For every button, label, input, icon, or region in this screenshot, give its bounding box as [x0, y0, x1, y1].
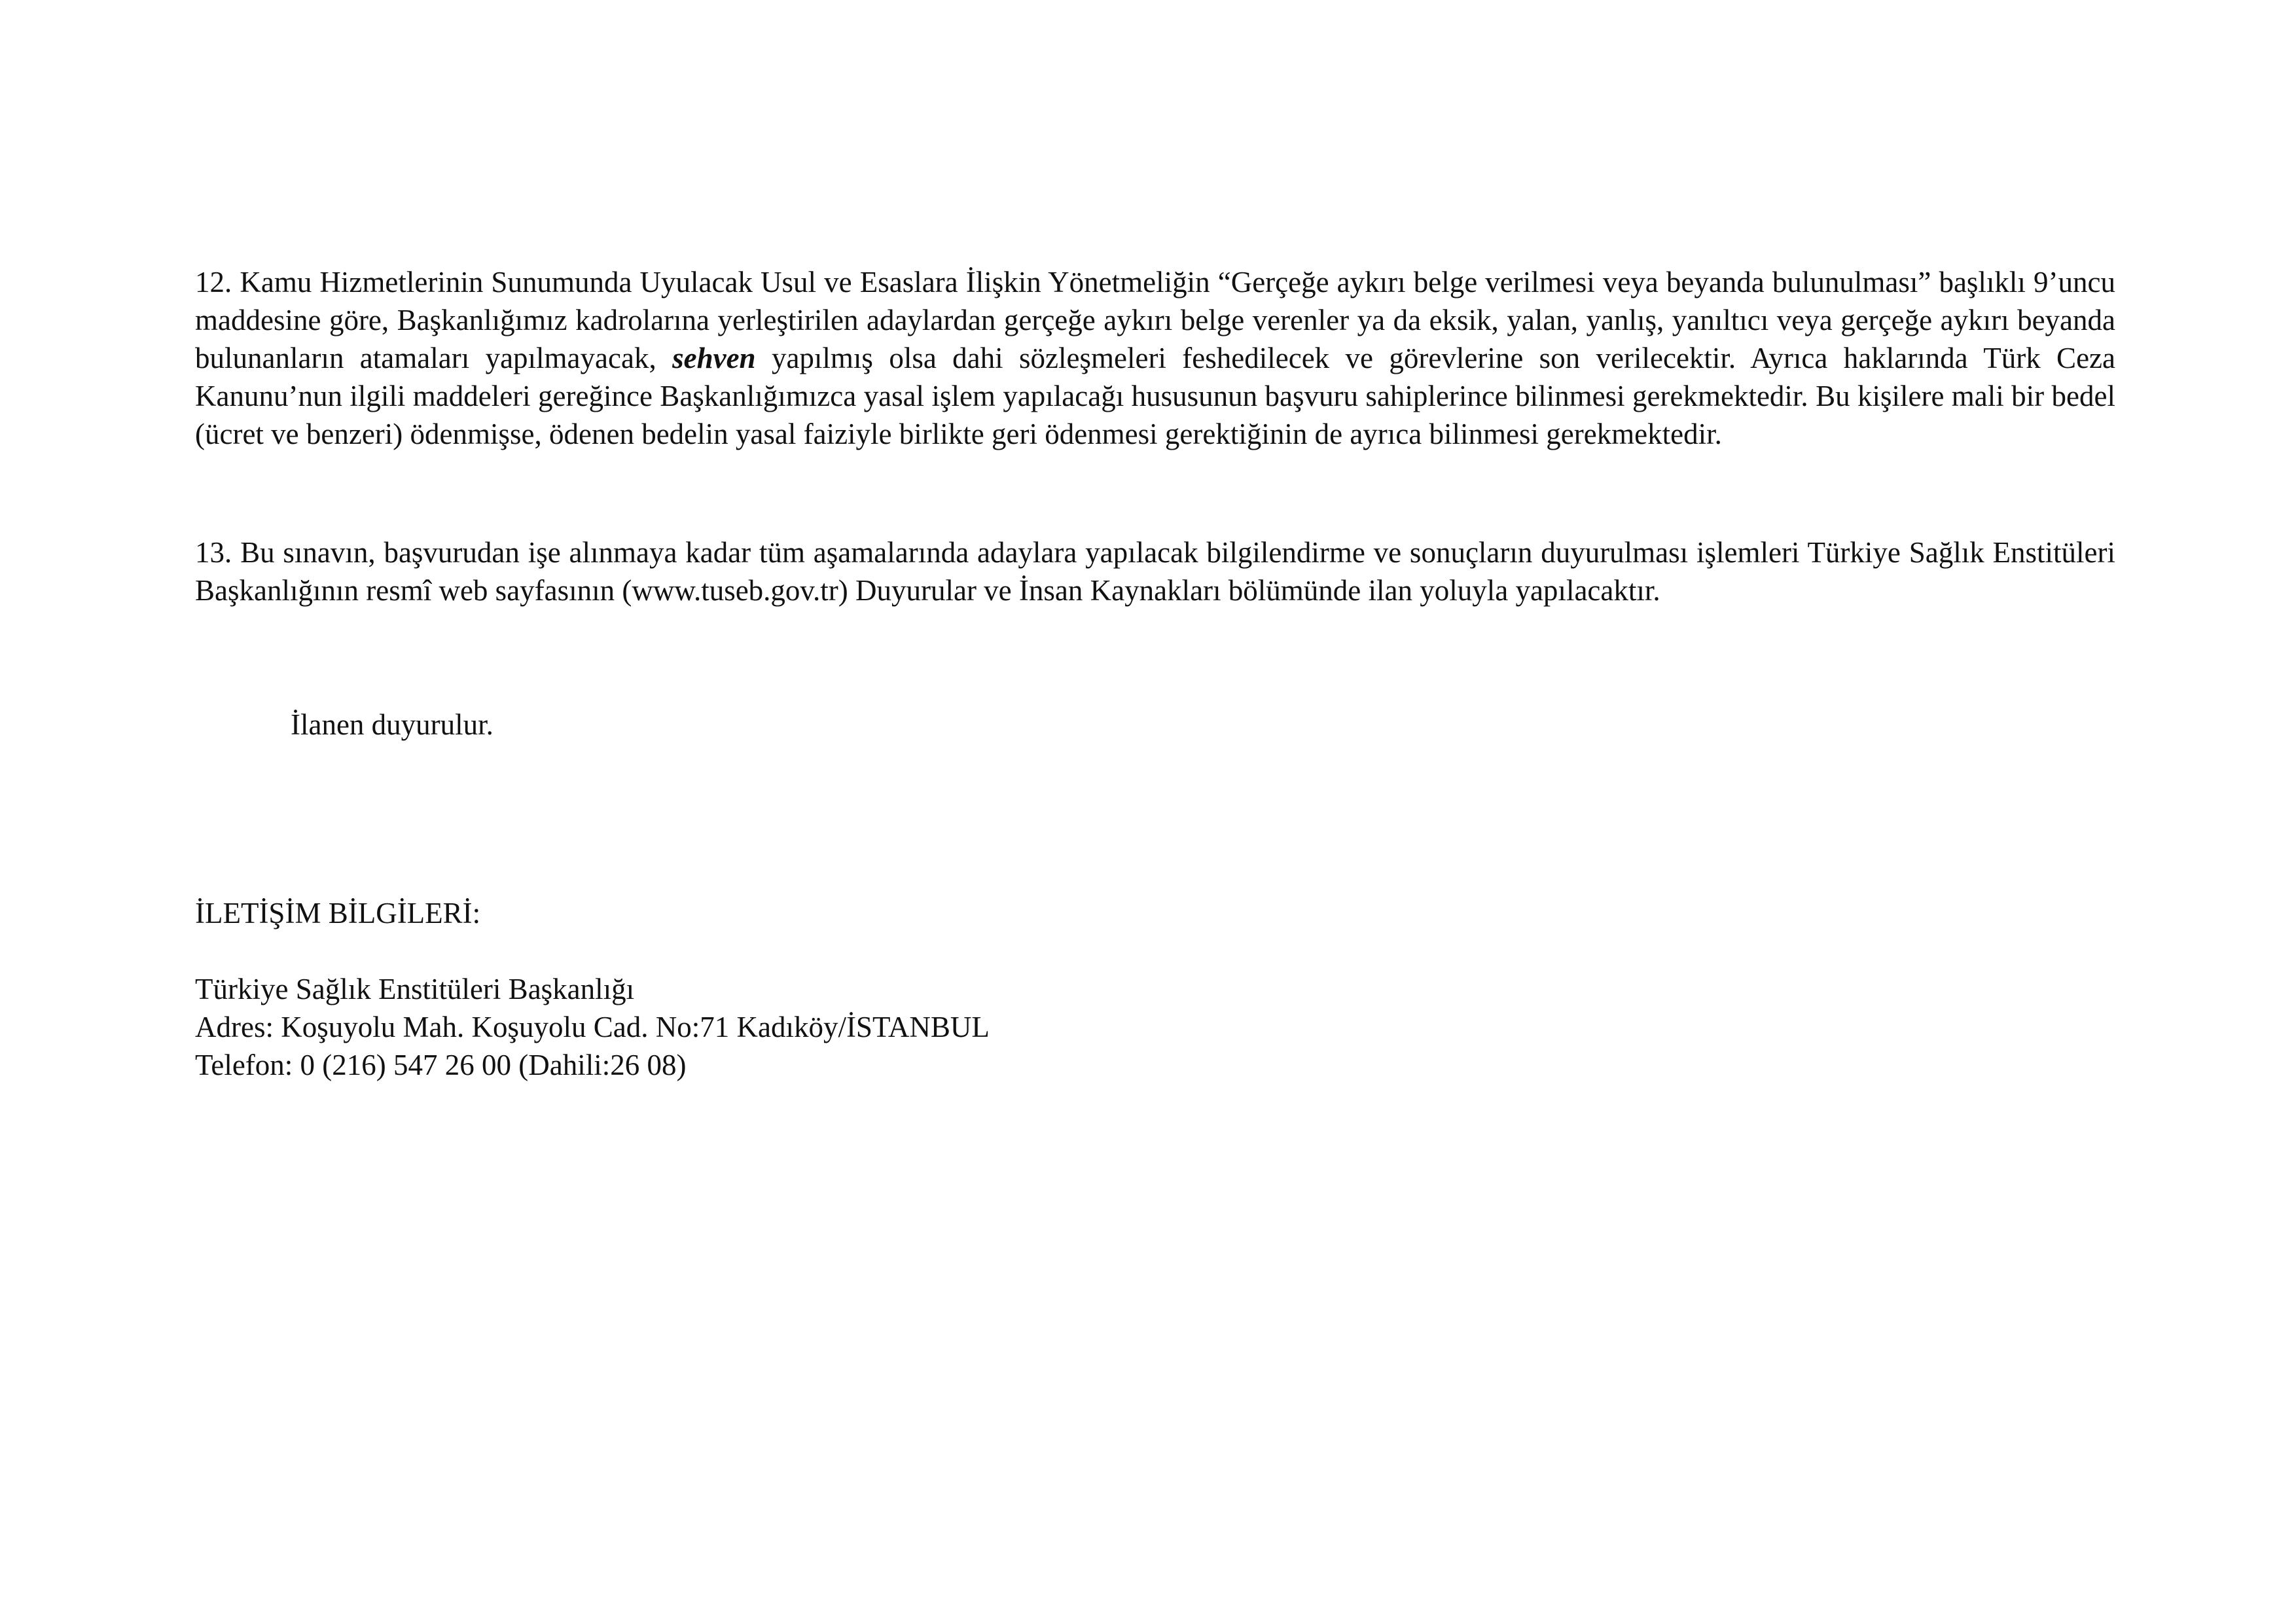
contact-organization: Türkiye Sağlık Enstitüleri Başkanlığı — [195, 973, 635, 1005]
paragraph-12-emphasis: sehven — [672, 342, 756, 374]
contact-heading: İLETİŞİM BİLGİLERİ: — [195, 897, 481, 929]
closing-statement: İlanen duyurulur. — [291, 708, 493, 741]
contact-phone: Telefon: 0 (216) 547 26 00 (Dahili:26 08) — [195, 1049, 687, 1081]
paragraph-12-text-start: 12. Kamu Hizmetlerinin Sunumunda Uyulacak Usul ve Esaslara İlişkin Yönetmeliğin “Gerçeğe aykırı belge verilmesi veya beyanda bulunulması” başlıklı 9’uncu maddesine göre, Başkanlığımız kadrolarına yerleştirilen adaylardan gerçeğe aykırı belge verenler ya da eksik, yalan, yanlış, yanıltıcı veya gerçeğe aykırı beyanda bulunanların atamaları yapılmayacak, — [195, 266, 2115, 374]
contact-details — [195, 970, 2115, 1084]
paragraph-12 — [195, 263, 2115, 453]
contact-address: Adres: Koşuyolu Mah. Koşuyolu Cad. No:71 Kadıköy/İSTANBUL — [195, 1011, 990, 1043]
paragraph-12-text-end: yapılmış olsa dahi sözleşmeleri feshedilecek ve görevlerine son verilecektir. Ayrıca haklarında Türk Ceza Kanunu’nun ilgili maddeleri gereğince Başkanlığımızca yasal işlem yapılacağı hususunun başvuru sahiplerince bilinmesi gerekmektedir. Bu kişilere mali bir bedel (ücret ve benzeri) ödenmişse, ödenen bedelin yasal faiziyle birlikte geri ödenmesi gerektiğinin de ayrıca bilinmesi gerekmektedir. — [195, 342, 2115, 450]
paragraph-13: 13. Bu sınavın, başvurudan işe alınmaya kadar tüm aşamalarında adaylara yapılacak bilgilendirme ve sonuçların duyurulması işlemleri Türkiye Sağlık Enstitüleri Başkanlığının resmî web sayfasının (www.tuseb.gov.tr) Duyurular ve İnsan Kaynakları bölümünde ilan yoluyla yapılacaktır. — [195, 536, 2115, 607]
